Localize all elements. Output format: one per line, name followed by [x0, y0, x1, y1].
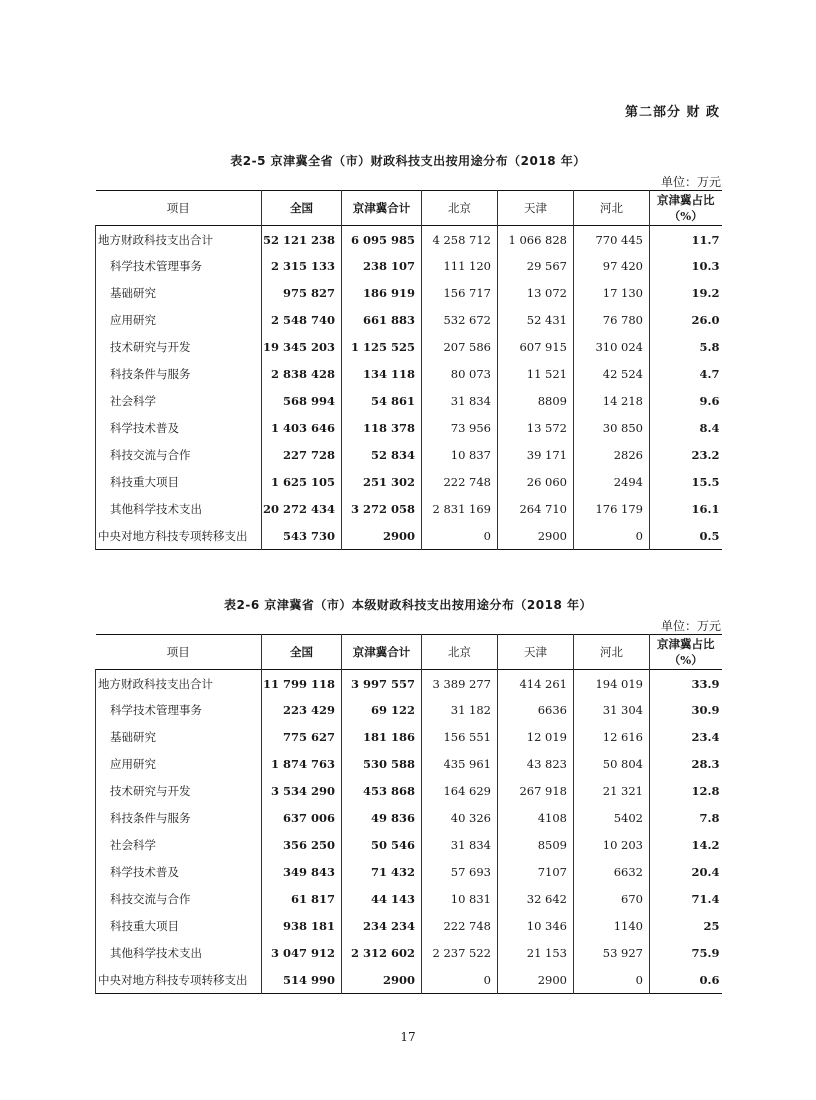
row-label: 科技条件与服务 — [96, 805, 262, 832]
table-cell: 23.2 — [650, 442, 722, 469]
table-cell: 13 072 — [498, 280, 574, 307]
data-table — [95, 190, 722, 550]
table-cell: 2900 — [342, 967, 422, 994]
table-cell: 532 672 — [422, 307, 498, 334]
table-row — [96, 886, 722, 913]
table-cell: 4 258 712 — [422, 226, 498, 253]
table-cell: 2 831 169 — [422, 496, 498, 523]
table-cell: 8.4 — [650, 415, 722, 442]
table-cell: 2826 — [574, 442, 650, 469]
table-cell: 10 203 — [574, 832, 650, 859]
table-cell: 0.5 — [650, 523, 722, 550]
table-cell: 53 927 — [574, 940, 650, 967]
row-label: 应用研究 — [96, 751, 262, 778]
table-cell: 9.6 — [650, 388, 722, 415]
table-row — [96, 307, 722, 334]
table-row — [96, 334, 722, 361]
table-row — [96, 670, 722, 697]
table-cell: 6 095 985 — [342, 226, 422, 253]
table-cell: 207 586 — [422, 334, 498, 361]
table-cell: 3 389 277 — [422, 670, 498, 697]
table-cell: 16.1 — [650, 496, 722, 523]
table-cell: 50 804 — [574, 751, 650, 778]
row-label: 科技交流与合作 — [96, 886, 262, 913]
table-cell: 52 431 — [498, 307, 574, 334]
table-cell: 2900 — [342, 523, 422, 550]
page-number: 17 — [400, 1030, 416, 1044]
table-cell: 21 321 — [574, 778, 650, 805]
table-cell: 164 629 — [422, 778, 498, 805]
row-label: 其他科学技术支出 — [96, 496, 262, 523]
table-row — [96, 469, 722, 496]
table-row — [96, 778, 722, 805]
table-cell: 20 272 434 — [262, 496, 342, 523]
table-cell: 31 304 — [574, 697, 650, 724]
table-row — [96, 226, 722, 253]
table-cell: 2 315 133 — [262, 253, 342, 280]
row-label: 科学技术普及 — [96, 859, 262, 886]
row-label: 基础研究 — [96, 280, 262, 307]
table-row — [96, 388, 722, 415]
row-label: 科技重大项目 — [96, 469, 262, 496]
table-cell: 435 961 — [422, 751, 498, 778]
column-header: 项目 — [166, 201, 190, 215]
table-cell: 134 118 — [342, 361, 422, 388]
table-cell: 543 730 — [262, 523, 342, 550]
table-cell: 264 710 — [498, 496, 574, 523]
table-cell: 775 627 — [262, 724, 342, 751]
table-cell: 44 143 — [342, 886, 422, 913]
table-cell: 310 024 — [574, 334, 650, 361]
table-cell: 5.8 — [650, 334, 722, 361]
table-cell: 21 153 — [498, 940, 574, 967]
table-cell: 181 186 — [342, 724, 422, 751]
table-row — [96, 913, 722, 940]
table-row — [96, 697, 722, 724]
table-cell: 1 403 646 — [262, 415, 342, 442]
table-cell: 31 834 — [422, 832, 498, 859]
table-cell: 11 521 — [498, 361, 574, 388]
table-cell: 1 125 525 — [342, 334, 422, 361]
table-cell: 12 616 — [574, 724, 650, 751]
row-label: 应用研究 — [96, 307, 262, 334]
table-cell: 938 181 — [262, 913, 342, 940]
table-cell: 2 548 740 — [262, 307, 342, 334]
table-cell: 50 546 — [342, 832, 422, 859]
table-cell: 19 345 203 — [262, 334, 342, 361]
table-cell: 1 066 828 — [498, 226, 574, 253]
table-row — [96, 523, 722, 550]
row-label: 科技交流与合作 — [96, 442, 262, 469]
table-row — [96, 361, 722, 388]
table-cell: 975 827 — [262, 280, 342, 307]
table-cell: 7.8 — [650, 805, 722, 832]
row-label: 其他科学技术支出 — [96, 940, 262, 967]
table-cell: 52 121 238 — [262, 226, 342, 253]
table-cell: 25 — [650, 913, 722, 940]
table-cell: 43 823 — [498, 751, 574, 778]
table-cell: 32 642 — [498, 886, 574, 913]
row-label: 科学技术普及 — [96, 415, 262, 442]
table-cell: 1 874 763 — [262, 751, 342, 778]
table-cell: 10 346 — [498, 913, 574, 940]
row-label: 技术研究与开发 — [96, 334, 262, 361]
data-table — [95, 634, 722, 994]
table-cell: 607 915 — [498, 334, 574, 361]
table-row — [96, 751, 722, 778]
table-cell: 42 524 — [574, 361, 650, 388]
unit-label: 单位：万元 — [660, 175, 721, 189]
table-cell: 176 179 — [574, 496, 650, 523]
table-cell: 568 994 — [262, 388, 342, 415]
row-label: 科技条件与服务 — [96, 361, 262, 388]
table-cell: 530 588 — [342, 751, 422, 778]
table-cell: 80 073 — [422, 361, 498, 388]
table-row — [96, 496, 722, 523]
table-cell: 13 572 — [498, 415, 574, 442]
table-cell: 75.9 — [650, 940, 722, 967]
table-cell: 10 837 — [422, 442, 498, 469]
table-cell: 61 817 — [262, 886, 342, 913]
table-cell: 227 728 — [262, 442, 342, 469]
header-row — [96, 635, 722, 670]
table-row — [96, 415, 722, 442]
table-cell: 2 312 602 — [342, 940, 422, 967]
table-cell: 69 122 — [342, 697, 422, 724]
table-cell: 39 171 — [498, 442, 574, 469]
table-cell: 194 019 — [574, 670, 650, 697]
table-cell: 4108 — [498, 805, 574, 832]
table-cell: 19.2 — [650, 280, 722, 307]
table-cell: 156 551 — [422, 724, 498, 751]
table-cell: 0 — [422, 523, 498, 550]
table-cell: 661 883 — [342, 307, 422, 334]
row-label: 科技重大项目 — [96, 913, 262, 940]
table-cell: 770 445 — [574, 226, 650, 253]
column-header: 北京 — [422, 191, 498, 226]
row-label: 科学技术管理事务 — [96, 697, 262, 724]
table-cell: 49 836 — [342, 805, 422, 832]
table-row — [96, 253, 722, 280]
table-cell: 514 990 — [262, 967, 342, 994]
table-row — [96, 805, 722, 832]
table-row — [96, 940, 722, 967]
table-cell: 40 326 — [422, 805, 498, 832]
table-cell: 234 234 — [342, 913, 422, 940]
table-row — [96, 832, 722, 859]
header-row — [96, 191, 722, 226]
table-cell: 118 378 — [342, 415, 422, 442]
table-cell: 71.4 — [650, 886, 722, 913]
table-cell: 71 432 — [342, 859, 422, 886]
column-header: 全国 — [262, 635, 342, 670]
table-cell: 637 006 — [262, 805, 342, 832]
table-cell: 3 272 058 — [342, 496, 422, 523]
table-row — [96, 442, 722, 469]
table-cell: 238 107 — [342, 253, 422, 280]
table-cell: 10 831 — [422, 886, 498, 913]
table-cell: 4.7 — [650, 361, 722, 388]
column-header: 河北 — [574, 635, 650, 670]
table-cell: 1 625 105 — [262, 469, 342, 496]
table-cell: 267 918 — [498, 778, 574, 805]
row-label: 中央对地方科技专项转移支出 — [96, 523, 262, 550]
table-row — [96, 724, 722, 751]
table-cell: 2900 — [498, 523, 574, 550]
table-cell: 31 182 — [422, 697, 498, 724]
table-cell: 73 956 — [422, 415, 498, 442]
table-cell: 30.9 — [650, 697, 722, 724]
table-body — [96, 226, 722, 550]
table-cell: 15.5 — [650, 469, 722, 496]
table-cell: 17 130 — [574, 280, 650, 307]
table-cell: 7107 — [498, 859, 574, 886]
table-cell: 12 019 — [498, 724, 574, 751]
table-cell: 52 834 — [342, 442, 422, 469]
column-header: 河北 — [574, 191, 650, 226]
table-cell: 23.4 — [650, 724, 722, 751]
table-cell: 29 567 — [498, 253, 574, 280]
table-cell: 14.2 — [650, 832, 722, 859]
table-cell: 0 — [574, 523, 650, 550]
table-cell: 6636 — [498, 697, 574, 724]
table-cell: 11.7 — [650, 226, 722, 253]
table-2-6-block — [95, 596, 721, 994]
table-cell: 2 838 428 — [262, 361, 342, 388]
table-cell: 0 — [422, 967, 498, 994]
table-row — [96, 967, 722, 994]
table-body — [96, 670, 722, 994]
table-cell: 356 250 — [262, 832, 342, 859]
table-cell: 11 799 118 — [262, 670, 342, 697]
table-cell: 3 534 290 — [262, 778, 342, 805]
table-cell: 28.3 — [650, 751, 722, 778]
table-cell: 5402 — [574, 805, 650, 832]
column-header: 京津冀合计 — [342, 635, 422, 670]
column-header: 项目 — [166, 645, 190, 659]
table-cell: 670 — [574, 886, 650, 913]
running-header: 第二部分 财 政 — [624, 105, 720, 120]
table-cell: 0.6 — [650, 967, 722, 994]
table-cell: 156 717 — [422, 280, 498, 307]
table-cell: 30 850 — [574, 415, 650, 442]
row-label: 地方财政科技支出合计 — [96, 670, 262, 697]
column-header: 全国 — [262, 191, 342, 226]
column-header: 京津冀合计 — [342, 191, 422, 226]
table-row — [96, 280, 722, 307]
table-cell: 3 997 557 — [342, 670, 422, 697]
table-cell: 8809 — [498, 388, 574, 415]
row-label: 基础研究 — [96, 724, 262, 751]
table-cell: 12.8 — [650, 778, 722, 805]
column-header: 京津冀占比（%） — [650, 191, 722, 226]
row-label: 科学技术管理事务 — [96, 253, 262, 280]
table-cell: 10.3 — [650, 253, 722, 280]
table-cell: 3 047 912 — [262, 940, 342, 967]
table-cell: 31 834 — [422, 388, 498, 415]
table-cell: 222 748 — [422, 913, 498, 940]
table-2-5-block — [95, 152, 721, 550]
table-cell: 14 218 — [574, 388, 650, 415]
table-cell: 8509 — [498, 832, 574, 859]
table-row — [96, 859, 722, 886]
row-label: 技术研究与开发 — [96, 778, 262, 805]
table-cell: 57 693 — [422, 859, 498, 886]
table-cell: 223 429 — [262, 697, 342, 724]
table-cell: 26 060 — [498, 469, 574, 496]
table-cell: 33.9 — [650, 670, 722, 697]
row-label: 社会科学 — [96, 388, 262, 415]
table-cell: 6632 — [574, 859, 650, 886]
table-cell: 2 237 522 — [422, 940, 498, 967]
unit-label: 单位：万元 — [660, 619, 721, 633]
row-label: 中央对地方科技专项转移支出 — [96, 967, 262, 994]
table-cell: 251 302 — [342, 469, 422, 496]
table-cell: 20.4 — [650, 859, 722, 886]
table-cell: 111 120 — [422, 253, 498, 280]
column-header: 京津冀占比（%） — [650, 635, 722, 670]
table-cell: 453 868 — [342, 778, 422, 805]
table-cell: 2900 — [498, 967, 574, 994]
table-cell: 186 919 — [342, 280, 422, 307]
table-cell: 349 843 — [262, 859, 342, 886]
row-label: 地方财政科技支出合计 — [96, 226, 262, 253]
table-cell: 222 748 — [422, 469, 498, 496]
table-cell: 26.0 — [650, 307, 722, 334]
table-cell: 54 861 — [342, 388, 422, 415]
table-caption: 表2-6 京津冀省（市）本级财政科技支出按用途分布（2018 年） — [224, 598, 592, 612]
column-header: 天津 — [498, 191, 574, 226]
column-header: 天津 — [498, 635, 574, 670]
table-cell: 0 — [574, 967, 650, 994]
row-label: 社会科学 — [96, 832, 262, 859]
table-cell: 1140 — [574, 913, 650, 940]
table-cell: 2494 — [574, 469, 650, 496]
table-cell: 414 261 — [498, 670, 574, 697]
table-caption: 表2-5 京津冀全省（市）财政科技支出按用途分布（2018 年） — [230, 154, 586, 168]
table-cell: 76 780 — [574, 307, 650, 334]
column-header: 北京 — [422, 635, 498, 670]
table-cell: 97 420 — [574, 253, 650, 280]
